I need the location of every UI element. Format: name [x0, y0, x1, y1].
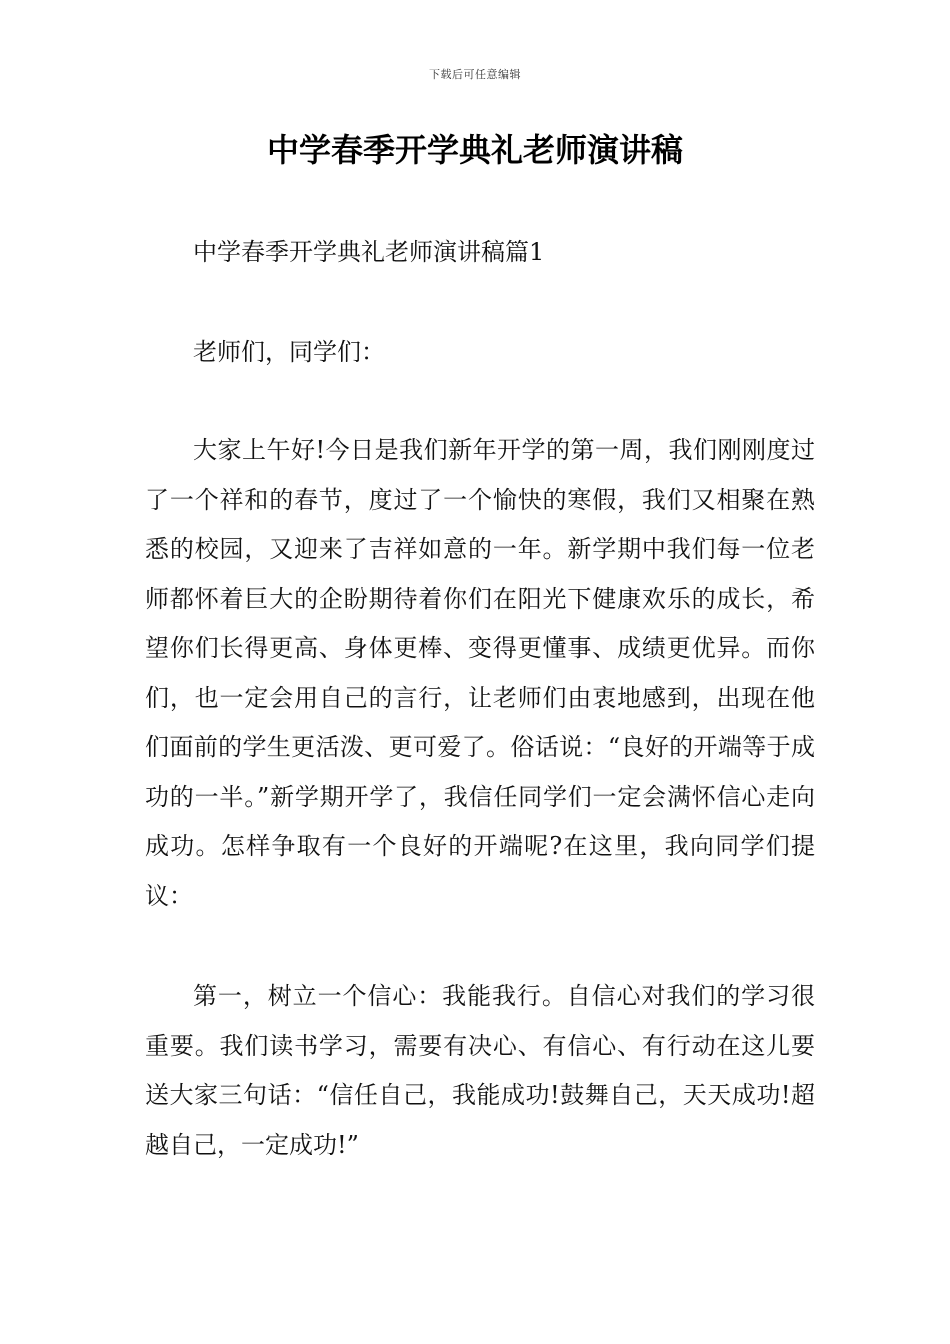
greeting-line: 老师们，同学们： — [193, 338, 385, 366]
body-paragraph-2: 第一，树立一个信心：我能我行。自信心对我们的学习很重要。我们读书学习，需要有决心、有信心、有行动在这儿要送大家三句话：“信任自己，我能成功!鼓舞自己，天天成功!超越自己，一定成功!” — [145, 982, 815, 1159]
header-note: 下载后可任意编辑 — [429, 68, 521, 81]
section-subtitle: 中学春季开学典礼老师演讲稿篇1 — [193, 238, 545, 266]
document-title: 中学春季开学典礼老师演讲稿 — [266, 131, 683, 169]
body-paragraph-1: 大家上午好!今日是我们新年开学的第一周，我们刚刚度过了一个祥和的春节，度过了一个愉快的寒假，我们又相聚在熟悉的校园，又迎来了吉祥如意的一年。新学期中我们每一位老师都怀着巨大的企盼期待着你们在阳光下健康欢乐的成长，希望你们长得更高、身体更棒、变得更懂事、成绩更优异。而你们，也一定会用自己的言行，让老师们由衷地感到，出现在他们面前的学生更活泼、更可爱了。俗话说：“良好的开端等于成功的一半。”新学期开学了，我信任同学们一定会满怀信心走向成功。怎样争取有一个良好的开端呢?在这里，我向同学们提议： — [145, 436, 815, 910]
